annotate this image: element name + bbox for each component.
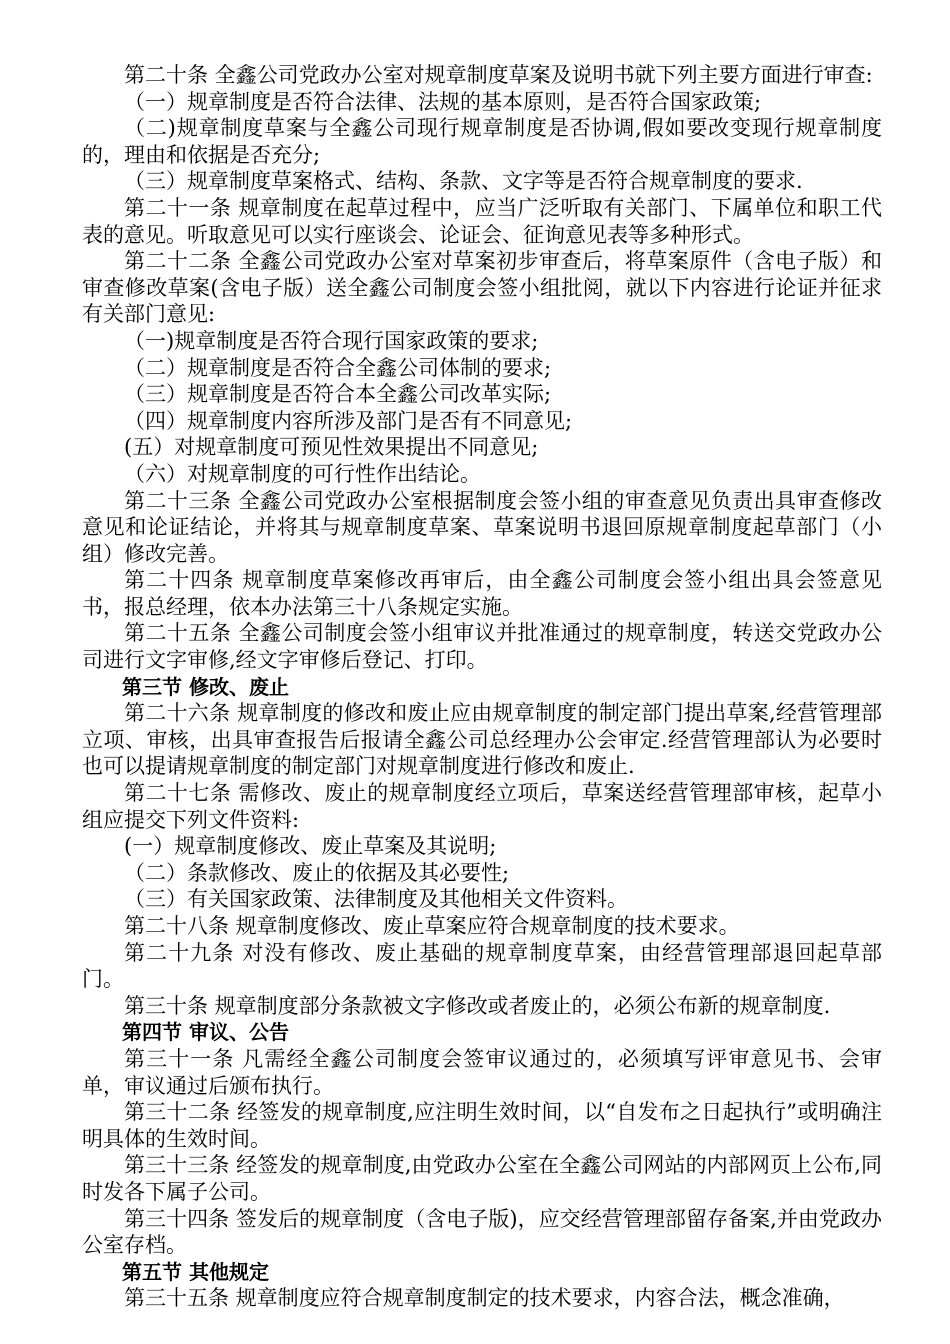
article-27-item-1: (一）规章制度修改、废止草案及其说明; [124,834,497,859]
section-4-heading: 第四节 审议、公告 [122,1020,289,1045]
article-24: 第二十四条 规章制度草案修改再审后，由全鑫公司制度会签小组出具会签意见书，报总经理，依本办法第三十八条规定实施。 [82,568,882,619]
document-page [82,62,882,1312]
article-30: 第三十条 规章制度部分条款被文字修改或者废止的，必须公布新的规章制度. [124,993,831,1018]
section-5-heading: 第五节 其他规定 [122,1259,269,1284]
article-29: 第二十九条 对没有修改、废止基础的规章制度草案，由经营管理部退回起草部门。 [82,940,882,992]
article-22-item-5: (五）对规章制度可预见性效果提出不同意见; [124,435,539,460]
article-28: 第二十八条 规章制度修改、废止草案应符合规章制度的技术要求。 [124,914,740,938]
article-34: 第三十四条 签发后的规章制度（含电子版)，应交经营管理部留存备案,并由党政办公室存档。 [82,1206,882,1258]
article-31: 第三十一条 凡需经全鑫公司制度会签审议通过的，必须填写评审意见书、会审单，审议通过后颁布执行。 [82,1046,882,1098]
article-22-item-2: （二）规章制度是否符合全鑫公司体制的要求; [124,355,552,380]
article-27: 第二十七条 需修改、废止的规章制度经立项后，草案送经营管理部审核，起草小组应提交下列文件资料: [82,781,882,832]
article-26: 第二十六条 规章制度的修改和废止应由规章制度的制定部门提出草案,经营管理部立项、审核，出具审查报告后报请全鑫公司总经理办公会审定.经营管理部认为必要时也可以提请规章制度的制定部门对规章制度进行修改和废止. [82,701,882,779]
article-22-item-4: （四）规章制度内容所涉及部门是否有不同意见; [124,408,573,433]
article-22-item-3: （三）规章制度是否符合本全鑫公司改革实际; [124,382,552,407]
article-32: 第三十二条 经签发的规章制度,应注明生效时间，以“自发布之日起执行”或明确注明具体的生效时间。 [82,1100,882,1151]
article-33: 第三十三条 经签发的规章制度,由党政办公室在全鑫公司网站的内部网页上公布,同时发各下属子公司。 [82,1153,882,1204]
article-22-item-1: （一)规章制度是否符合现行国家政策的要求; [124,328,539,353]
article-20-item-2: （二)规章制度草案与全鑫公司现行规章制度是否协调,假如要改变现行规章制度的，理由和依据是否充分; [82,116,882,167]
article-25: 第二十五条 全鑫公司制度会签小组审议并批准通过的规章制度，转送交党政办公司进行文字审修,经文字审修后登记、打印。 [82,621,882,673]
article-20-item-3: （三）规章制度草案格式、结构、条款、文字等是否符合规章制度的要求. [124,169,803,194]
article-23: 第二十三条 全鑫公司党政办公室根据制度会签小组的审查意见负责出具审查修改意见和论证结论，并将其与规章制度草案、草案说明书退回原规章制度起草部门（小组）修改完善。 [82,488,882,566]
article-20-item-1: （一）规章制度是否符合法律、法规的基本原则，是否符合国家政策; [124,89,762,114]
article-21: 第二十一条 规章制度在起草过程中，应当广泛听取有关部门、下属单位和职工代表的意见。听取意见可以实行座谈会、论证会、征询意见表等多种形式。 [82,195,882,247]
article-27-item-3: （三）有关国家政策、法律制度及其他相关文件资料。 [124,887,628,912]
article-35: 第三十五条 规章制度应符合规章制度制定的技术要求，内容合法，概念准确， [124,1286,845,1311]
article-22-item-6: （六）对规章制度的可行性作出结论。 [124,461,481,486]
article-27-item-2: （二）条款修改、废止的依据及其必要性; [124,860,510,885]
article-22: 第二十二条 全鑫公司党政办公室对草案初步审查后，将草案原件（含电子版）和审查修改草案(含电子版）送全鑫公司制度会签小组批阅，就以下内容进行论证并征求有关部门意见: [82,249,882,327]
article-20: 第二十条 全鑫公司党政办公室对规章制度草案及说明书就下列主要方面进行审查: [124,63,873,87]
section-3-heading: 第三节 修改、废止 [122,674,289,699]
